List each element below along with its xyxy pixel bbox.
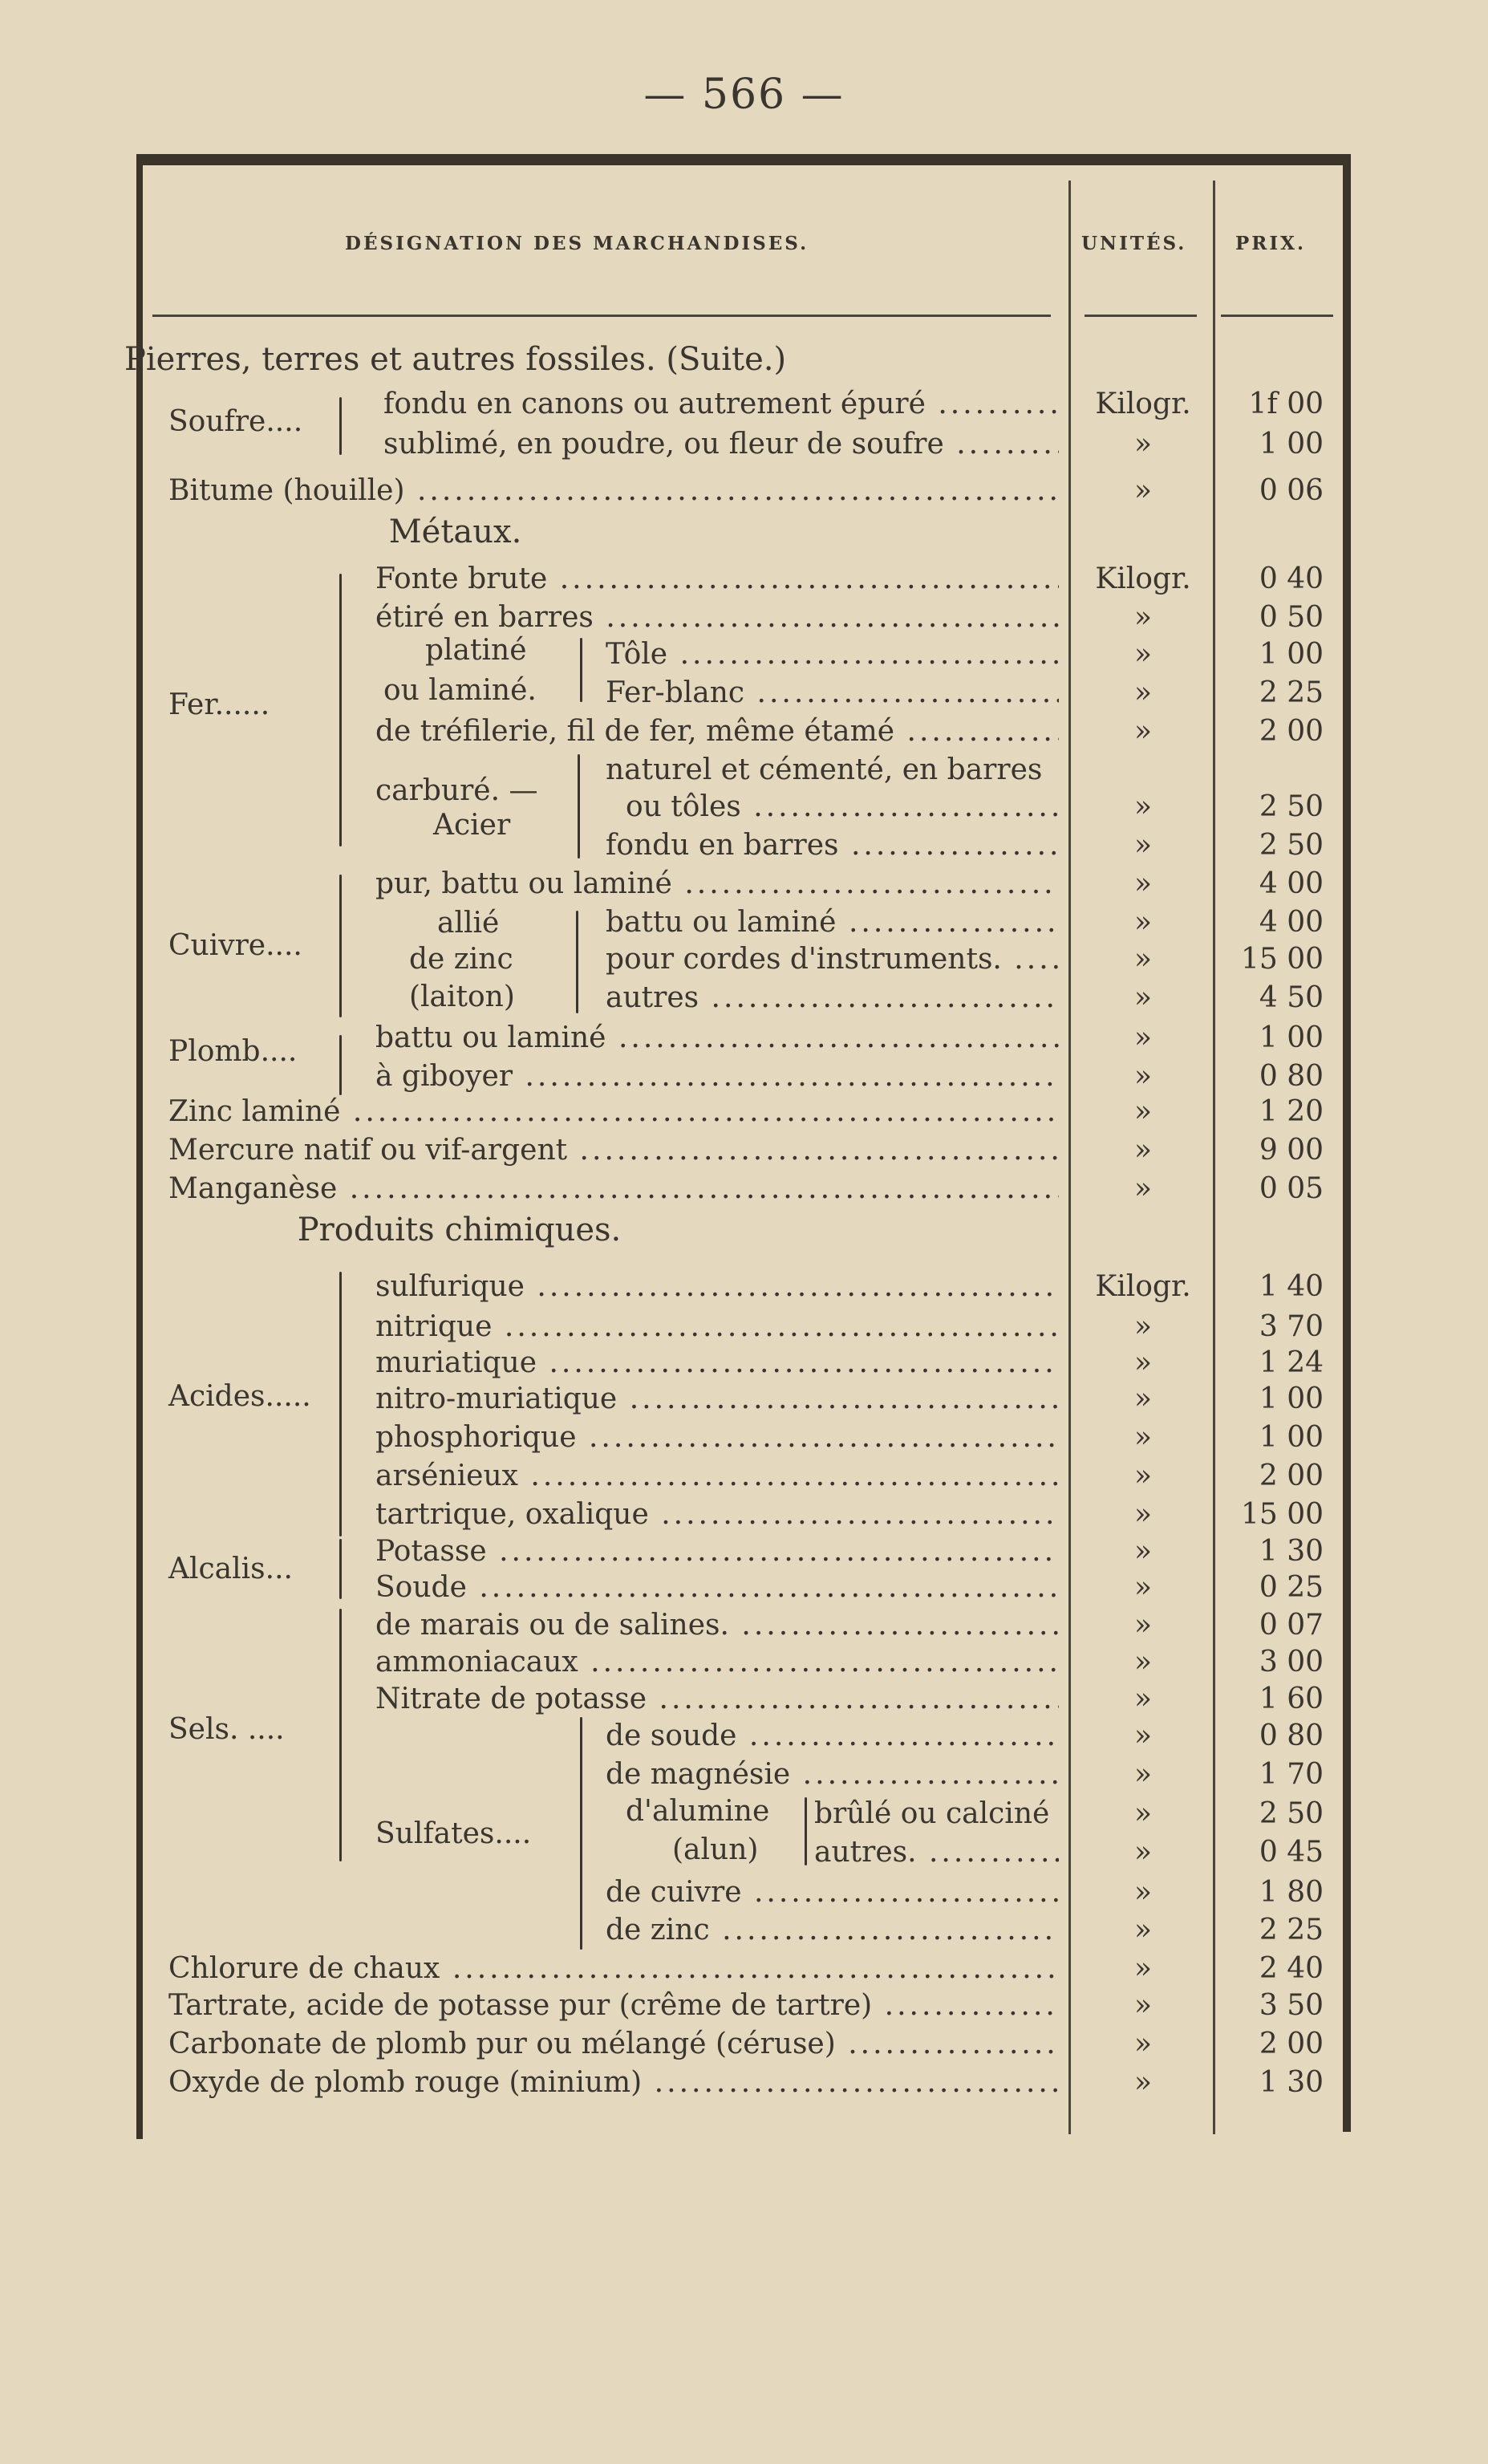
row-unit: » xyxy=(1133,474,1153,507)
row-price: 1 70 xyxy=(1259,1758,1324,1791)
row-price: 1 60 xyxy=(1259,1683,1324,1715)
group-label-acier: Acier xyxy=(433,809,511,842)
group-label-alcalis: Alcalis... xyxy=(168,1553,293,1585)
row-price: 1 00 xyxy=(1259,1021,1324,1054)
table-row xyxy=(0,599,1488,637)
row-text: Chlorure de chaux ..... xyxy=(168,1950,1059,1988)
section-title-pierres: Pierres, terres et autres fossiles. (Suite.) xyxy=(124,341,787,378)
row-unit: » xyxy=(1133,1421,1153,1454)
row-price: 2 25 xyxy=(1259,1914,1324,1946)
row-unit: » xyxy=(1133,1172,1153,1205)
table-row xyxy=(0,1380,1488,1419)
row-text: fondu en barres ..... xyxy=(606,826,1059,865)
section-title-chimiques: Produits chimiques. xyxy=(297,1212,622,1248)
table-row xyxy=(0,560,1488,599)
row-text: Nitrate de potasse ..... xyxy=(375,1680,1059,1719)
row-unit: » xyxy=(1133,1095,1153,1128)
row-unit: » xyxy=(1133,715,1153,748)
sub-label-allie: allié xyxy=(437,907,500,940)
table-row xyxy=(0,1795,1488,1833)
row-text: Mercure natif ou vif-argent ..... xyxy=(168,1131,1059,1170)
row-text: Fer-blanc ..... xyxy=(606,674,1059,712)
row-text: phosphorique ..... xyxy=(375,1419,1059,1457)
table-row xyxy=(0,865,1488,903)
row-price: 4 50 xyxy=(1259,981,1324,1014)
table-row xyxy=(0,1532,1488,1571)
row-text: muriatique ..... xyxy=(375,1344,1059,1382)
row-price: 4 00 xyxy=(1259,867,1324,900)
row-text: sublimé, en poudre, ou fleur de soufre ..... xyxy=(383,425,1059,464)
row-text: nitro-muriatique ..... xyxy=(375,1380,1059,1419)
sub-label-alun: (alun) xyxy=(672,1833,759,1866)
row-text: tartrique, oxalique ..... xyxy=(375,1496,1059,1534)
row-price: 1 80 xyxy=(1259,1876,1324,1909)
table-row xyxy=(0,2025,1488,2064)
header-rule-price xyxy=(1221,315,1333,317)
column-header-units: UNITÉS. xyxy=(1081,233,1187,254)
row-unit: » xyxy=(1133,676,1153,709)
row-unit: » xyxy=(1133,1719,1153,1752)
group-label-sulfates: Sulfates.... xyxy=(375,1817,532,1850)
section-title-metaux: Métaux. xyxy=(388,514,522,550)
row-price: 2 50 xyxy=(1259,1797,1324,1830)
table-row xyxy=(0,1717,1488,1756)
row-text: autres. ..... xyxy=(814,1833,1059,1872)
sub-label-platine: platiné xyxy=(425,634,527,667)
table-row xyxy=(0,1987,1488,2025)
row-unit: » xyxy=(1133,1683,1153,1715)
row-price: 3 50 xyxy=(1259,1989,1324,2022)
row-unit: » xyxy=(1133,428,1153,461)
row-price: 1 00 xyxy=(1259,1421,1324,1454)
table-row xyxy=(0,1680,1488,1719)
sub-label-d-alumine: d'alumine xyxy=(626,1795,770,1828)
row-unit: Kilogr. xyxy=(1095,562,1191,595)
row-price: 2 00 xyxy=(1259,715,1324,748)
row-text: Oxyde de plomb rouge (minium) ..... xyxy=(168,2064,1059,2102)
row-text: de tréfilerie, fil de fer, même étamé ..... xyxy=(375,712,1059,751)
row-text: sulfurique ..... xyxy=(375,1268,1059,1306)
row-unit: » xyxy=(1133,601,1153,634)
row-price: 2 00 xyxy=(1259,1459,1324,1492)
table-row xyxy=(0,1344,1488,1382)
row-price: 2 50 xyxy=(1259,829,1324,862)
row-unit: Kilogr. xyxy=(1095,388,1191,420)
row-unit: » xyxy=(1133,1459,1153,1492)
column-header-designation: DÉSIGNATION DES MARCHANDISES. xyxy=(345,233,809,254)
row-unit: » xyxy=(1133,638,1153,671)
row-unit: » xyxy=(1133,1021,1153,1054)
row-text: brûlé ou calciné ..... xyxy=(814,1795,1059,1833)
row-text: pur, battu ou laminé ..... xyxy=(375,865,1059,903)
table-row xyxy=(0,788,1488,826)
row-price: 2 40 xyxy=(1259,1952,1324,1985)
table-row xyxy=(0,1131,1488,1170)
table-row xyxy=(0,979,1488,1017)
row-text: de zinc ..... xyxy=(606,1911,1059,1950)
table-row xyxy=(0,712,1488,751)
row-unit: » xyxy=(1133,1134,1153,1167)
row-price: 2 00 xyxy=(1259,2028,1324,2060)
row-unit: » xyxy=(1133,1758,1153,1791)
table-row xyxy=(0,635,1488,674)
row-unit: » xyxy=(1133,1346,1153,1379)
row-price: 0 06 xyxy=(1259,474,1324,507)
row-text: fondu en canons ou autrement épuré ..... xyxy=(383,385,1059,424)
row-unit: » xyxy=(1133,1060,1153,1093)
table-row xyxy=(0,1419,1488,1457)
sub-label-de-zinc: de zinc xyxy=(409,943,513,976)
row-text: à giboyer ..... xyxy=(375,1057,1059,1096)
row-price: 0 50 xyxy=(1259,601,1324,634)
table-row xyxy=(0,1606,1488,1645)
table-row xyxy=(0,940,1488,979)
row-unit: » xyxy=(1133,2066,1153,2099)
row-text: battu ou laminé ..... xyxy=(375,1019,1059,1057)
row-unit: » xyxy=(1133,1797,1153,1830)
row-text: battu ou laminé ..... xyxy=(606,903,1059,942)
table-row xyxy=(0,1873,1488,1912)
row-text: Manganèse ..... xyxy=(168,1170,1059,1208)
row-price: 0 07 xyxy=(1259,1609,1324,1642)
row-unit: » xyxy=(1133,1989,1153,2022)
row-unit: » xyxy=(1133,981,1153,1014)
row-price: 2 25 xyxy=(1259,676,1324,709)
header-rule-units xyxy=(1085,315,1197,317)
table-row xyxy=(0,674,1488,712)
row-text: de soude ..... xyxy=(606,1717,1059,1756)
row-price: 3 00 xyxy=(1259,1646,1324,1679)
row-unit: » xyxy=(1133,829,1153,862)
row-price: 2 50 xyxy=(1259,790,1324,823)
row-text: Zinc laminé ..... xyxy=(168,1093,1059,1131)
table-row xyxy=(0,385,1488,424)
row-unit: » xyxy=(1133,867,1153,900)
row-price: 4 00 xyxy=(1259,906,1324,939)
row-price: 0 80 xyxy=(1259,1719,1324,1752)
row-unit: » xyxy=(1133,1952,1153,1985)
row-price: 1 30 xyxy=(1259,1535,1324,1568)
table-row xyxy=(0,425,1488,464)
group-label-plomb: Plomb.... xyxy=(168,1035,298,1068)
row-unit: » xyxy=(1133,1609,1153,1642)
table-row xyxy=(0,1569,1488,1607)
table-row xyxy=(0,1019,1488,1057)
row-price: 1 24 xyxy=(1259,1346,1324,1379)
table-row xyxy=(0,1756,1488,1794)
row-text: arsénieux ..... xyxy=(375,1457,1059,1496)
table-row xyxy=(0,1950,1488,1988)
table-row xyxy=(0,1496,1488,1534)
table-row xyxy=(0,2064,1488,2102)
row-price: 0 05 xyxy=(1259,1172,1324,1205)
row-price: 0 25 xyxy=(1259,1571,1324,1604)
row-unit: » xyxy=(1133,2028,1153,2060)
row-price: 0 40 xyxy=(1259,562,1324,595)
row-unit: » xyxy=(1133,1382,1153,1415)
row-price: 1 00 xyxy=(1259,1382,1324,1415)
group-label-soufre: Soufre.... xyxy=(168,405,303,438)
table-row xyxy=(606,751,1087,790)
row-unit: » xyxy=(1133,1571,1153,1604)
page-number: — 566 — xyxy=(643,71,845,119)
row-price: 1 00 xyxy=(1259,428,1324,461)
header-rule-designation xyxy=(152,315,1051,317)
row-text: autres ..... xyxy=(606,979,1059,1017)
group-label-acides: Acides..... xyxy=(168,1380,311,1413)
row-price: 0 45 xyxy=(1259,1836,1324,1869)
row-text: de magnésie ..... xyxy=(606,1756,1059,1794)
row-unit: » xyxy=(1133,1836,1153,1869)
row-price: 1 20 xyxy=(1259,1095,1324,1128)
table-row xyxy=(0,472,1488,510)
row-text: pour cordes d'instruments. ..... xyxy=(606,940,1059,979)
table-row xyxy=(0,1057,1488,1096)
sub-label-ou-lamine: ou laminé. xyxy=(383,674,537,707)
row-price: 1 40 xyxy=(1259,1270,1324,1303)
column-header-price: PRIX. xyxy=(1235,233,1307,254)
table-row xyxy=(0,1093,1488,1131)
row-unit: » xyxy=(1133,1535,1153,1568)
row-unit: » xyxy=(1133,1498,1153,1531)
row-text: Fonte brute ..... xyxy=(375,560,1059,599)
row-text: étiré en barres ..... xyxy=(375,599,1059,637)
row-unit: » xyxy=(1133,906,1153,939)
group-label-carbure: carburé. — xyxy=(375,774,538,807)
row-price: 0 80 xyxy=(1259,1060,1324,1093)
table-row xyxy=(0,1308,1488,1346)
table-row xyxy=(0,903,1488,942)
table-row xyxy=(0,1170,1488,1208)
group-label-cuivre: Cuivre.... xyxy=(168,929,302,962)
row-price: 3 70 xyxy=(1259,1310,1324,1343)
row-price: 15 00 xyxy=(1240,943,1324,976)
row-unit: » xyxy=(1133,1310,1153,1343)
row-unit: » xyxy=(1133,790,1153,823)
row-price: 1 30 xyxy=(1259,2066,1324,2099)
row-price: 15 00 xyxy=(1240,1498,1324,1531)
row-text: Potasse ..... xyxy=(375,1532,1059,1571)
table-row xyxy=(0,1911,1488,1950)
row-text: naturel et cémenté, en barres xyxy=(606,753,1043,786)
group-label-sels: Sels. .... xyxy=(168,1713,285,1746)
row-text: Tôle ..... xyxy=(606,635,1059,674)
row-price: 1 00 xyxy=(1259,638,1324,671)
row-text: Carbonate de plomb pur ou mélangé (céruse) ..... xyxy=(168,2025,1059,2064)
sub-label-laiton: (laiton) xyxy=(409,980,515,1013)
row-text: nitrique ..... xyxy=(375,1308,1059,1346)
row-price: 1f 00 xyxy=(1248,388,1324,420)
row-text: de marais ou de salines. ..... xyxy=(375,1606,1059,1645)
row-text: Tartrate, acide de potasse pur (crême de tartre) ..... xyxy=(168,1987,1059,2025)
row-unit: » xyxy=(1133,1876,1153,1909)
group-label-fer: Fer...... xyxy=(168,688,270,721)
row-text: de cuivre ..... xyxy=(606,1873,1059,1912)
table-row xyxy=(0,826,1488,865)
table-row xyxy=(0,1643,1488,1682)
row-unit: » xyxy=(1133,1914,1153,1946)
table-top-rule xyxy=(136,154,1348,165)
row-unit: Kilogr. xyxy=(1095,1270,1191,1303)
row-text: Soude ..... xyxy=(375,1569,1059,1607)
row-price: 9 00 xyxy=(1259,1134,1324,1167)
row-unit: » xyxy=(1133,1646,1153,1679)
row-unit: » xyxy=(1133,943,1153,976)
row-text: ou tôles ..... xyxy=(626,788,1059,826)
row-text: Bitume (houille) ..... xyxy=(168,472,1059,510)
table-row xyxy=(0,1833,1488,1872)
table-row xyxy=(0,1268,1488,1306)
row-text: ammoniacaux ..... xyxy=(375,1643,1059,1682)
table-row xyxy=(0,1457,1488,1496)
